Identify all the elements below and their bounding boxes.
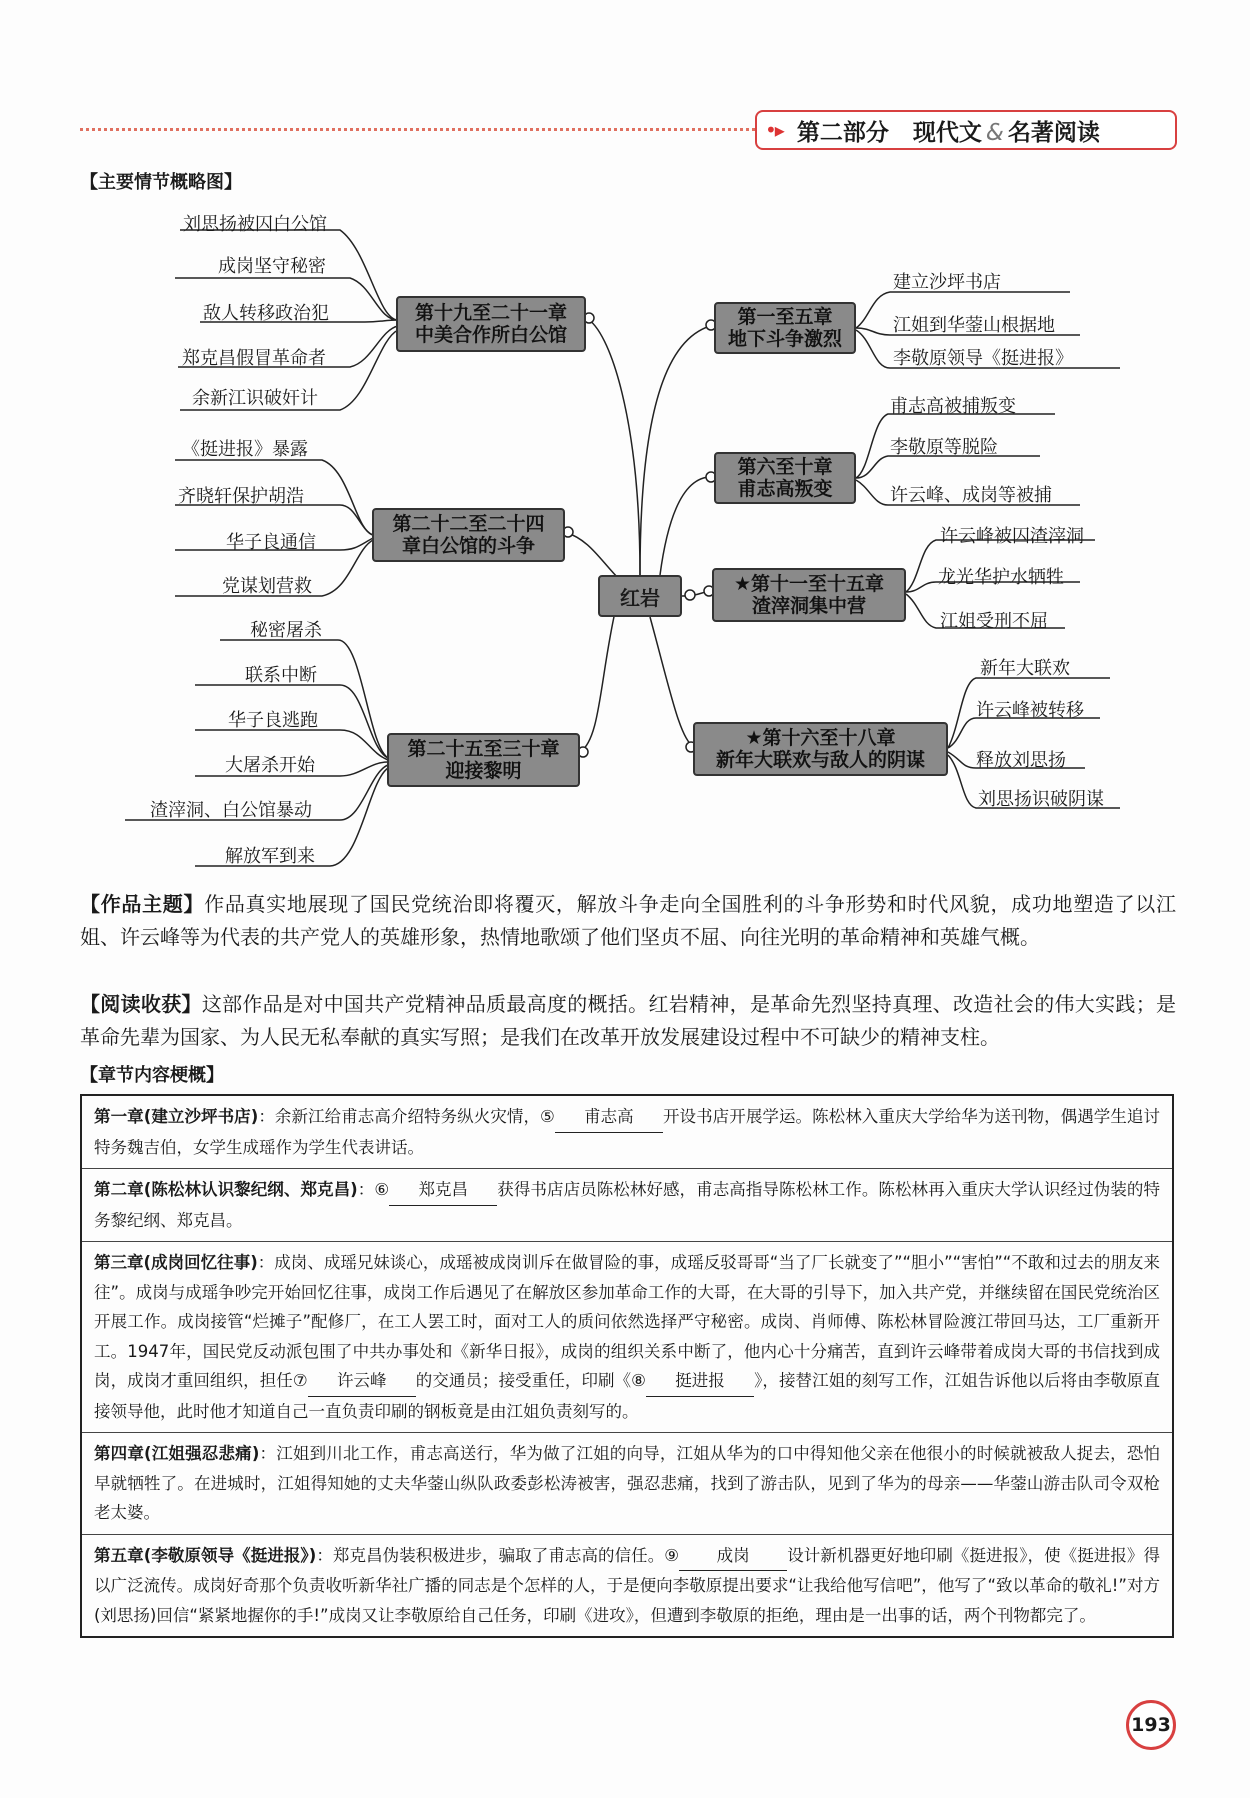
mindmap-node-right-1 — [714, 302, 856, 354]
chapter-title: 第四章(江姐强忍悲痛) — [94, 1444, 260, 1463]
node-line2: 地下斗争激烈 — [727, 328, 842, 350]
theme-label: 【作品主题】 — [80, 892, 205, 916]
mindmap-leaf: 江姐受刑不屈 — [940, 611, 1048, 632]
chapter-summary-table — [80, 1094, 1174, 1638]
connector-center-right2 — [660, 477, 714, 575]
node-line1: 第一至五章 — [737, 306, 833, 328]
chapters-title: 【章节内容梗概】 — [80, 1065, 224, 1086]
chapter-row-2 — [82, 1169, 1172, 1242]
header-subject-b: 名著阅读 — [1007, 119, 1100, 146]
mindmap-leaf: 余新江识破奸计 — [192, 388, 318, 409]
mindmap-leaf: 李敬原等脱险 — [890, 437, 998, 458]
header-amp: & — [985, 119, 1004, 146]
chapter-title: 第三章(成岗回忆往事) — [94, 1253, 258, 1272]
mindmap-leaf: 成岗坚守秘密 — [218, 256, 326, 277]
header-subject-a: 现代文 — [912, 119, 982, 146]
mindmap-node-left-1 — [396, 296, 586, 352]
connector-dot-center — [685, 590, 695, 600]
chapter-row-3 — [82, 1242, 1172, 1433]
connector-center-left3 — [580, 612, 615, 752]
chapter-title: 第五章(李敬原领导《挺进报》) — [94, 1545, 317, 1565]
chapter-row-5 — [82, 1535, 1172, 1637]
gain-text: 这部作品是对中国共产党精神品质最高度的概括。红岩精神，是革命先烈坚持真理、改造社会的伟大实践；是革命先辈为国家、为人民无私奉献的真实写照；是我们在改革开放发展建设过程中不可缺少的精神支柱。 — [80, 992, 1177, 1049]
mindmap-node-right-4 — [693, 722, 948, 776]
connector-center-right4 — [650, 617, 694, 747]
header-part: 第二部分 — [796, 119, 889, 146]
node-line1: ★第十一至十五章 — [733, 573, 885, 595]
answer-blank: 甫志高 — [555, 1102, 663, 1133]
mindmap-leaf: 刘思扬识破阴谋 — [978, 789, 1104, 810]
mindmap-leaf: 郑克昌假冒革命者 — [182, 348, 326, 369]
mindmap-leaf: 联系中断 — [245, 665, 317, 686]
chapter-row-1 — [82, 1096, 1172, 1169]
connector-center-right1 — [640, 325, 714, 575]
theme-paragraph — [80, 888, 1176, 954]
mindmap-leaf: 华子良通信 — [226, 532, 316, 553]
node-line2: 渣滓洞集中营 — [751, 595, 866, 617]
chapter-text: ：余新江给甫志高介绍特务纵火灾情，⑤ — [258, 1107, 555, 1126]
mindmap-leaf: 敌人转移政治犯 — [203, 303, 329, 324]
answer-blank: 郑克昌 — [389, 1175, 497, 1206]
node-line1: 第十九至二十一章 — [414, 302, 567, 324]
mindmap-node-left-3 — [387, 733, 580, 787]
mindmap-leaf: 建立沙坪书店 — [893, 272, 1001, 293]
mindmap-center: 红岩 — [598, 575, 682, 617]
connector-center-left1 — [586, 318, 640, 575]
leaf-line-r2-2 — [856, 456, 1040, 478]
chapter-text: ：⑥ — [357, 1180, 390, 1199]
node-line1: ★第十六至十八章 — [745, 727, 896, 749]
chapter-title: 第一章(建立沙坪书店) — [94, 1107, 259, 1126]
chapter-text: 开设书店开展学运。陈松林入重庆大学给华为送刊物，偶遇学生追讨特务魏吉伯，女学生成瑶作为学生代表讲话。 — [94, 1107, 1160, 1157]
mindmap-leaf: 秘密屠杀 — [250, 620, 322, 641]
arrow-icon: •▸ — [765, 118, 783, 142]
chapter-title: 第二章(陈松林认识黎纪纲、郑克昌) — [94, 1180, 358, 1199]
mindmap-leaf: 《挺进报》暴露 — [182, 439, 308, 460]
node-line2: 中美合作所白公馆 — [414, 324, 567, 346]
gain-label: 【阅读收获】 — [80, 992, 202, 1016]
leaf-line-r4-2 — [948, 718, 1100, 748]
plot-map-title: 【主要情节概略图】 — [80, 172, 242, 193]
mindmap-leaf: 大屠杀开始 — [225, 755, 315, 776]
answer-blank: 挺进报 — [646, 1366, 754, 1397]
chapter-text: 设计新机器更好地印刷《挺进报》，使《挺进报》得以广泛流传。成岗好奇那个负责收听新华社广播的同志是个怎样的人，于是便向李敬原提出要求“让我给他写信吧”，他写了“致以革命的敬礼!”对方(刘思扬)回信“紧紧地握你的手!”成岗又让李敬原给自己任务，印刷《进攻》，但遭到李敬原的拒绝，理由是一出事的话，两个刊物都完了。 — [94, 1545, 1160, 1625]
node-line2: 甫志高叛变 — [737, 478, 833, 500]
mindmap-leaf: 许云峰被囚渣滓洞 — [940, 526, 1084, 547]
node-line1: 第二十五至三十章 — [407, 738, 560, 760]
mindmap-leaf: 齐晓轩保护胡浩 — [178, 486, 304, 507]
mindmap-leaf: 李敬原领导《挺进报》 — [893, 348, 1073, 369]
node-line1: 第六至十章 — [737, 456, 833, 478]
theme-text: 作品真实地展现了国民党统治即将覆灭，解放斗争走向全国胜利的斗争形势和时代风貌，成功地塑造了以江姐、许云峰等为代表的共产党人的英雄形象，热情地歌颂了他们坚贞不屈、向往光明的革命精神和英雄气概。 — [80, 892, 1177, 949]
chapter-text: 获得书店店员陈松林好感，甫志高指导陈松林工作。陈松林再入重庆大学认识经过伪装的特务黎纪纲、郑克昌。 — [94, 1180, 1161, 1230]
mindmap-node-left-2 — [372, 508, 565, 562]
mindmap-leaf: 党谋划营救 — [222, 576, 312, 597]
mindmap-leaf: 许云峰被转移 — [976, 700, 1084, 721]
mindmap-node-right-2 — [714, 452, 856, 504]
mindmap-leaf: 刘思扬被囚白公馆 — [183, 214, 327, 235]
mindmap-leaf: 龙光华护水牺牲 — [938, 567, 1064, 588]
chapter-text: ：成岗、成瑶兄妹谈心，成瑶被成岗训斥在做冒险的事，成瑶反驳哥哥“当了厂长就变了”“胆小”“害怕”“不敢和过去的朋友来往”。成岗与成瑶争吵完开始回忆往事，成岗工作后遇见了在解放区参加革命工作的大哥，在大哥的引导下，加入共产党，并继续留在国民党统治区开展工作。成岗接管“烂摊子”配修厂，在工人罢工时，面对工人的质问依然选择严守秘密。成岗、肖师傅、陈松林冒险渡江带回马达，工厂重新开工。1947年，国民党反动派包围了中共办事处和《新华日报》，成岗的组织关系中断了，他内心十分痛苦，直到许云峰带着成岗大哥的书信找到成岗，成岗才重回组织，担任⑦ — [94, 1253, 1160, 1390]
gain-paragraph — [80, 988, 1176, 1054]
node-line2: 章白公馆的斗争 — [401, 535, 535, 557]
node-line2: 迎接黎明 — [445, 760, 522, 782]
chapter-text: 的交通员；接受重任，印刷《⑧ — [415, 1371, 647, 1390]
connector-center-left2 — [565, 532, 620, 580]
answer-blank: 成岗 — [679, 1541, 787, 1572]
page-number: 193 — [1126, 1700, 1176, 1750]
node-line2: 新年大联欢与敌人的阴谋 — [715, 749, 925, 771]
mindmap-leaf: 解放军到来 — [225, 846, 315, 867]
node-line1: 第二十二至二十四 — [392, 513, 545, 535]
mindmap-node-right-3 — [712, 568, 906, 622]
mindmap-leaf: 华子良逃跑 — [228, 710, 318, 731]
chapter-text: 》，接替江姐的刻写工作，江姐告诉他以后将由李敬原直接领导他，此时他才知道自己一直负责印刷的钢板竟是由江姐负责刻写的。 — [94, 1371, 1161, 1421]
chapter-row-4 — [82, 1433, 1172, 1535]
mindmap-leaf: 甫志高被捕叛变 — [890, 396, 1016, 417]
mindmap-leaf: 渣滓洞、白公馆暴动 — [150, 800, 312, 821]
answer-blank: 许云峰 — [308, 1366, 416, 1397]
chapter-text: ：郑克昌伪装积极进步，骗取了甫志高的信任。⑨ — [316, 1545, 680, 1565]
mindmap-leaf: 释放刘思扬 — [976, 750, 1066, 771]
chapter-text: ：江姐到川北工作，甫志高送行，华为做了江姐的向导，江姐从华为的口中得知他父亲在他很小的时候就被敌人捉去，恐怕早就牺牲了。在进城时，江姐得知她的丈夫华蓥山纵队政委彭松涛被害，强忍悲痛，找到了游击队，见到了华为的母亲——华蓥山游击队司令双枪老太婆。 — [94, 1444, 1160, 1522]
mindmap-leaf: 新年大联欢 — [980, 658, 1070, 679]
mindmap-leaf: 江姐到华蓥山根据地 — [893, 315, 1055, 336]
mindmap-leaf: 许云峰、成岗等被捕 — [890, 485, 1052, 506]
